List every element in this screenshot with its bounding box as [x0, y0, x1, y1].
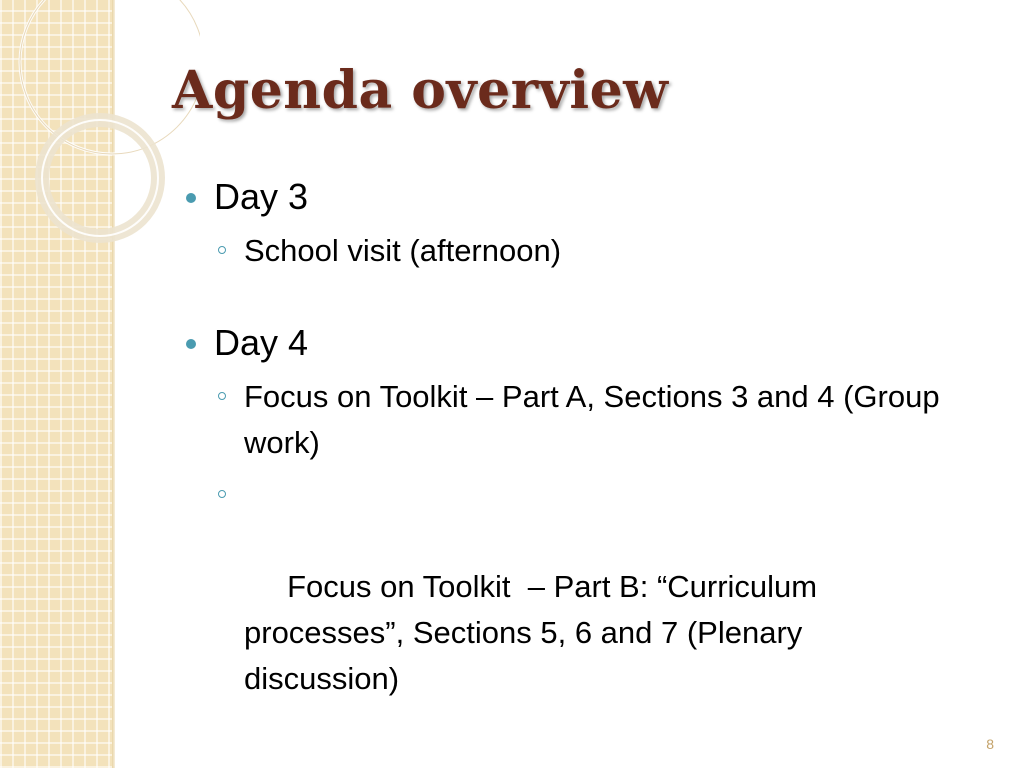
agenda-item: [186, 228, 986, 274]
decorative-circles: [0, 0, 200, 260]
agenda-day-label: Day 4: [214, 322, 309, 363]
agenda-item-text: School visit (afternoon): [244, 233, 562, 268]
agenda-day-label: Day 3: [214, 176, 309, 217]
page-number: 8: [986, 736, 994, 752]
agenda-day: [186, 318, 986, 368]
bullet-dot-icon: [186, 193, 196, 203]
agenda-day: [186, 172, 986, 222]
bullet-ring-icon: [218, 392, 226, 400]
bullet-ring-icon: [218, 246, 226, 254]
agenda-item: [186, 472, 904, 748]
agenda-item: [186, 374, 944, 466]
ring-circle-highlight: [42, 120, 158, 236]
bullet-ring-icon: [218, 490, 226, 498]
agenda-item-text: Focus on Toolkit – Part B: “Curriculum processes”, Sections 5, 6 and 7 (Plenary discussion): [244, 569, 826, 696]
bullet-dot-icon: [186, 339, 196, 349]
agenda-item-text: Focus on Toolkit – Part A, Sections 3 and 4 (Group work): [244, 379, 940, 460]
slide-title: Agenda overview: [172, 60, 669, 121]
agenda-list: [186, 172, 986, 748]
